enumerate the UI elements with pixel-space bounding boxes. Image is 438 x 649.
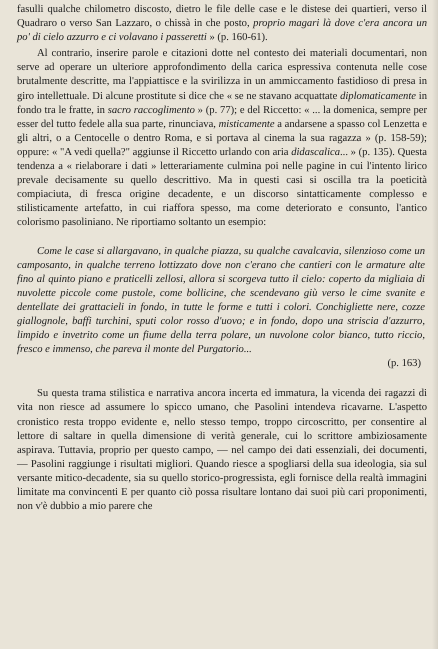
document-page [17,3,427,514]
paragraph-analysis [17,47,427,230]
paragraph-text: fasulli qualche chilometro discosto, dietro le file delle case e le distese dei quartieri, verso il Quadraro o verso San Lazzaro, o chissà in che posto, [17,4,427,30]
italic-word: misticamente [218,118,275,130]
paragraph-text: Al contrario, inserire parole e citazioni dotte nel contesto dei materiali documentari, non serve ad operare un ulteriore approfondimento della carica espressiva contenuta nelle cose brutalmente descritte, ma l'appiattisce e la svirilizza in un ammiccamento fastidioso di presa in giro intellettuale. Di alcune prostitute si dice che « se ne stavano acquattate [17,48,427,102]
quote-text: Come le case si allargavano, in qualche piazza, su qualche cavalcavia, silenzioso come un camposanto, in qualche terreno lottizzato dove non c'erano che cantieri con le armature alte fino al quinto piano e praticelli zellosi, allora si scorgeva tutto il cielo: coperto da migliaia di nuvolette piccole come pustole, come bollicine, che scendevano giù verso le cime svanite e dentellate dei grattacieli in fondo, in tutte le forme e tutti i colori. Conchigliette nere, cozze giallognole, baffi turchini, sputi color rosso d'uovo; e in fondo, dopo una striscia d'azzurro, limpido e invetrito come un fiume della terra polare, un nuvolone color bianco, tutto riccio, fresco e immenso, che pareva il monte del Purgatorio... [17,245,425,356]
paragraph-text: a andarsene a spasso col Lenzetta e gli altri, o a Centocelle o dentro Roma, e si portava al cinema la sua ragazza » (p. 158-59); oppure: « "A vedi quella?" aggiunse il Riccetto urlando con aria [17,118,427,158]
paragraph-text: Su questa trama stilistica e narrativa ancora incerta ed immatura, la vicenda dei ragazzi di vita non riesce ad assumere lo spicco umano, che Pasolini intendeva ricavarne. L'aspetto cronistico resta troppo evidente e, nello stesso tempo, troppo circoscritto, per consentire al lettore di saltare in quella dimensione di verità generale, cui lo scrittore ambiziosamente aspirava. Tuttavia, proprio per questo campo, — nel campo dei dati essenziali, dei documenti, — Pasolini raggiunge i risultati migliori. Quando riesce a spogliarsi della sua ideologia, sia sul versante mitico-decadente, sia su quello storico-progressista, egli fornisce della realtà immagini limitate ma convincenti E per quanto ciò possa risultare lontano dai suoi più cari proponimenti, non v'è dubbio a mio parere che [17,388,427,513]
paragraph-text: ... » (p. 135). Questa tendenza a « rielaborare i dati » letterariamente culmina poi nelle pagine in cui l'intento lirico prevale decisamente su quello descrittivo. Ma in questi casi si oscilla tra la poeticità compiaciuta, di fresca origine decadente, e un discorso sintatticamente complesso e stilisticamente artefatto, in cui riaffora spesso, ma come deteriorato e consunto, l'antico colorismo pasoliniano. Ne riportiamo soltanto un esempio: [17,146,427,229]
paragraph-text: » (p. 160-61). [206,32,268,44]
quote-page-reference: (p. 163) [387,358,421,370]
italic-citation: proprio magari là dove c'era ancora un po' di cielo azzurro e ci volavano i passeretti [17,18,427,44]
paragraph-conclusion [17,387,427,514]
italic-word: didascalica [291,146,341,158]
scan-edge-shadow [432,0,438,649]
italic-word: sacro raccoglimento [107,104,195,116]
paragraph-text: » (p. 77); e del Riccetto: « ... la domenica, sempre per esser del tutto fedele alla sua parte, rinunciava, [17,104,427,130]
paragraph-text: in fondo tra le fratte, in [17,90,427,116]
italic-word: diplomaticamente [340,90,416,102]
block-quote [17,245,427,358]
paragraph-continuation [17,3,427,45]
